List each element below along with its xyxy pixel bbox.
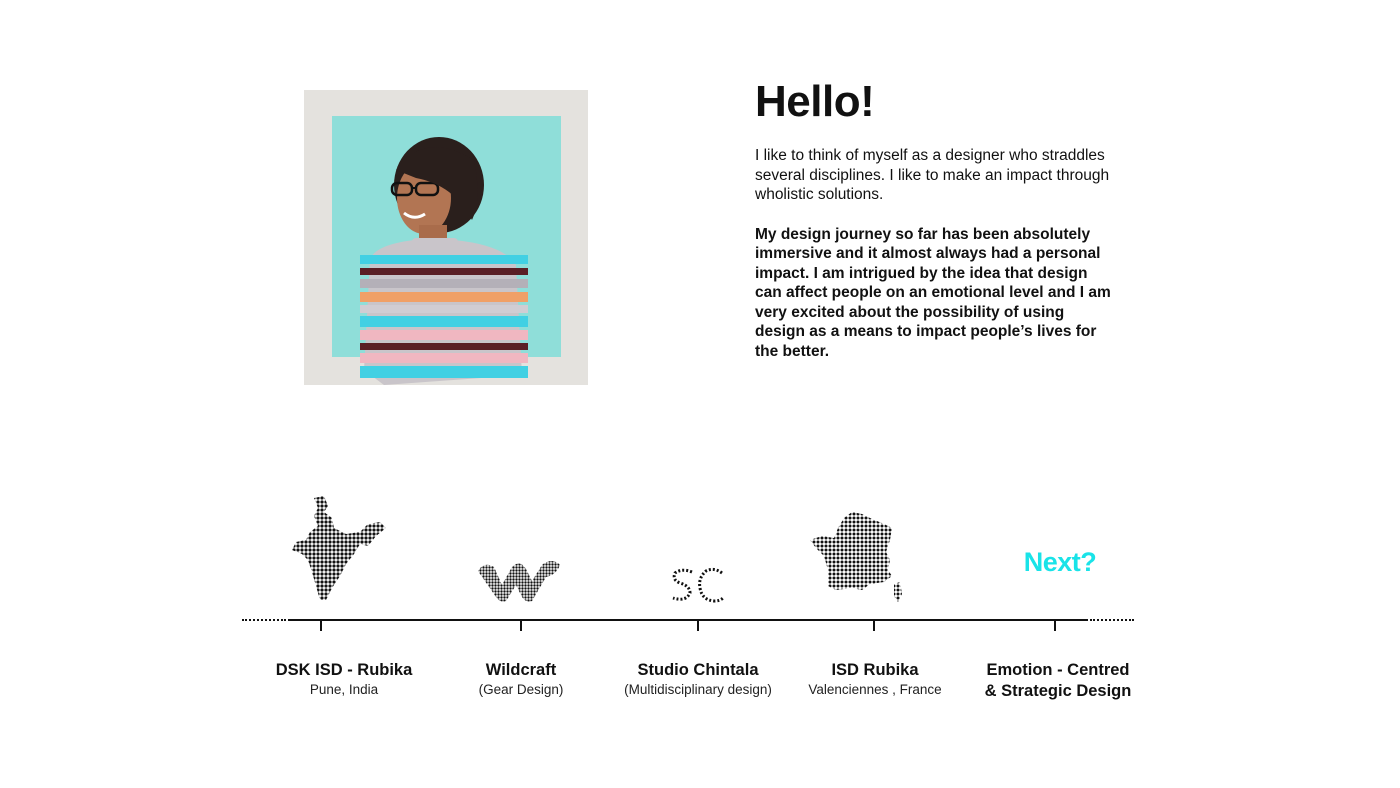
- france-map-icon: [808, 508, 906, 609]
- timeline-item-title: Wildcraft: [485, 661, 557, 679]
- timeline-item-next: [958, 660, 1158, 702]
- timeline-axis: [288, 619, 1088, 621]
- timeline-item-title: Emotion - Centred: [986, 661, 1130, 679]
- timeline-item-title: DSK ISD - Rubika: [275, 661, 413, 679]
- bio-paragraph-1: I like to think of myself as a designer who straddles several disciplines. I like to make an impact through wholistic solutions.: [755, 147, 1110, 203]
- greeting-heading: Hello!: [755, 77, 875, 126]
- timeline-item-subtitle: (Multidisciplinary design): [624, 682, 772, 697]
- timeline-tick: [520, 620, 522, 631]
- timeline-item-title-line-2: & Strategic Design: [984, 682, 1132, 700]
- timeline-tick: [320, 620, 322, 631]
- timeline-item-subtitle: (Gear Design): [478, 682, 564, 697]
- timeline-item-wildcraft: [421, 660, 621, 698]
- intro-section: [755, 76, 1135, 361]
- wildcraft-logo-icon: [476, 557, 562, 610]
- timeline-tick: [873, 620, 875, 631]
- timeline-item-title: Studio Chintala: [637, 661, 759, 679]
- timeline-item-studio-chintala: [598, 660, 798, 698]
- timeline-tick: [1054, 620, 1056, 631]
- timeline-item-isd-rubika: [775, 660, 975, 698]
- studio-chintala-logo-icon: [670, 566, 726, 611]
- timeline-item-subtitle: Pune, India: [309, 682, 379, 697]
- next-heading: Next?: [1023, 547, 1097, 577]
- timeline-dotted-start: [242, 619, 286, 621]
- timeline-item-title: ISD Rubika: [831, 661, 919, 679]
- timeline-item-subtitle: Valenciennes , France: [808, 682, 942, 697]
- india-map-icon: [288, 492, 392, 609]
- timeline-dotted-end: [1090, 619, 1134, 621]
- timeline-tick: [697, 620, 699, 631]
- bio-paragraph-2: My design journey so far has been absolutely immersive and it almost always had a personal impact. I am intrigued by the idea that design can affect people on an emotional level and I am very excited about the possibility of using design as a means to impact people’s lives for the better.: [755, 225, 1111, 360]
- timeline-item-dsk-isd: [244, 660, 444, 698]
- portrait-photo: [304, 90, 588, 385]
